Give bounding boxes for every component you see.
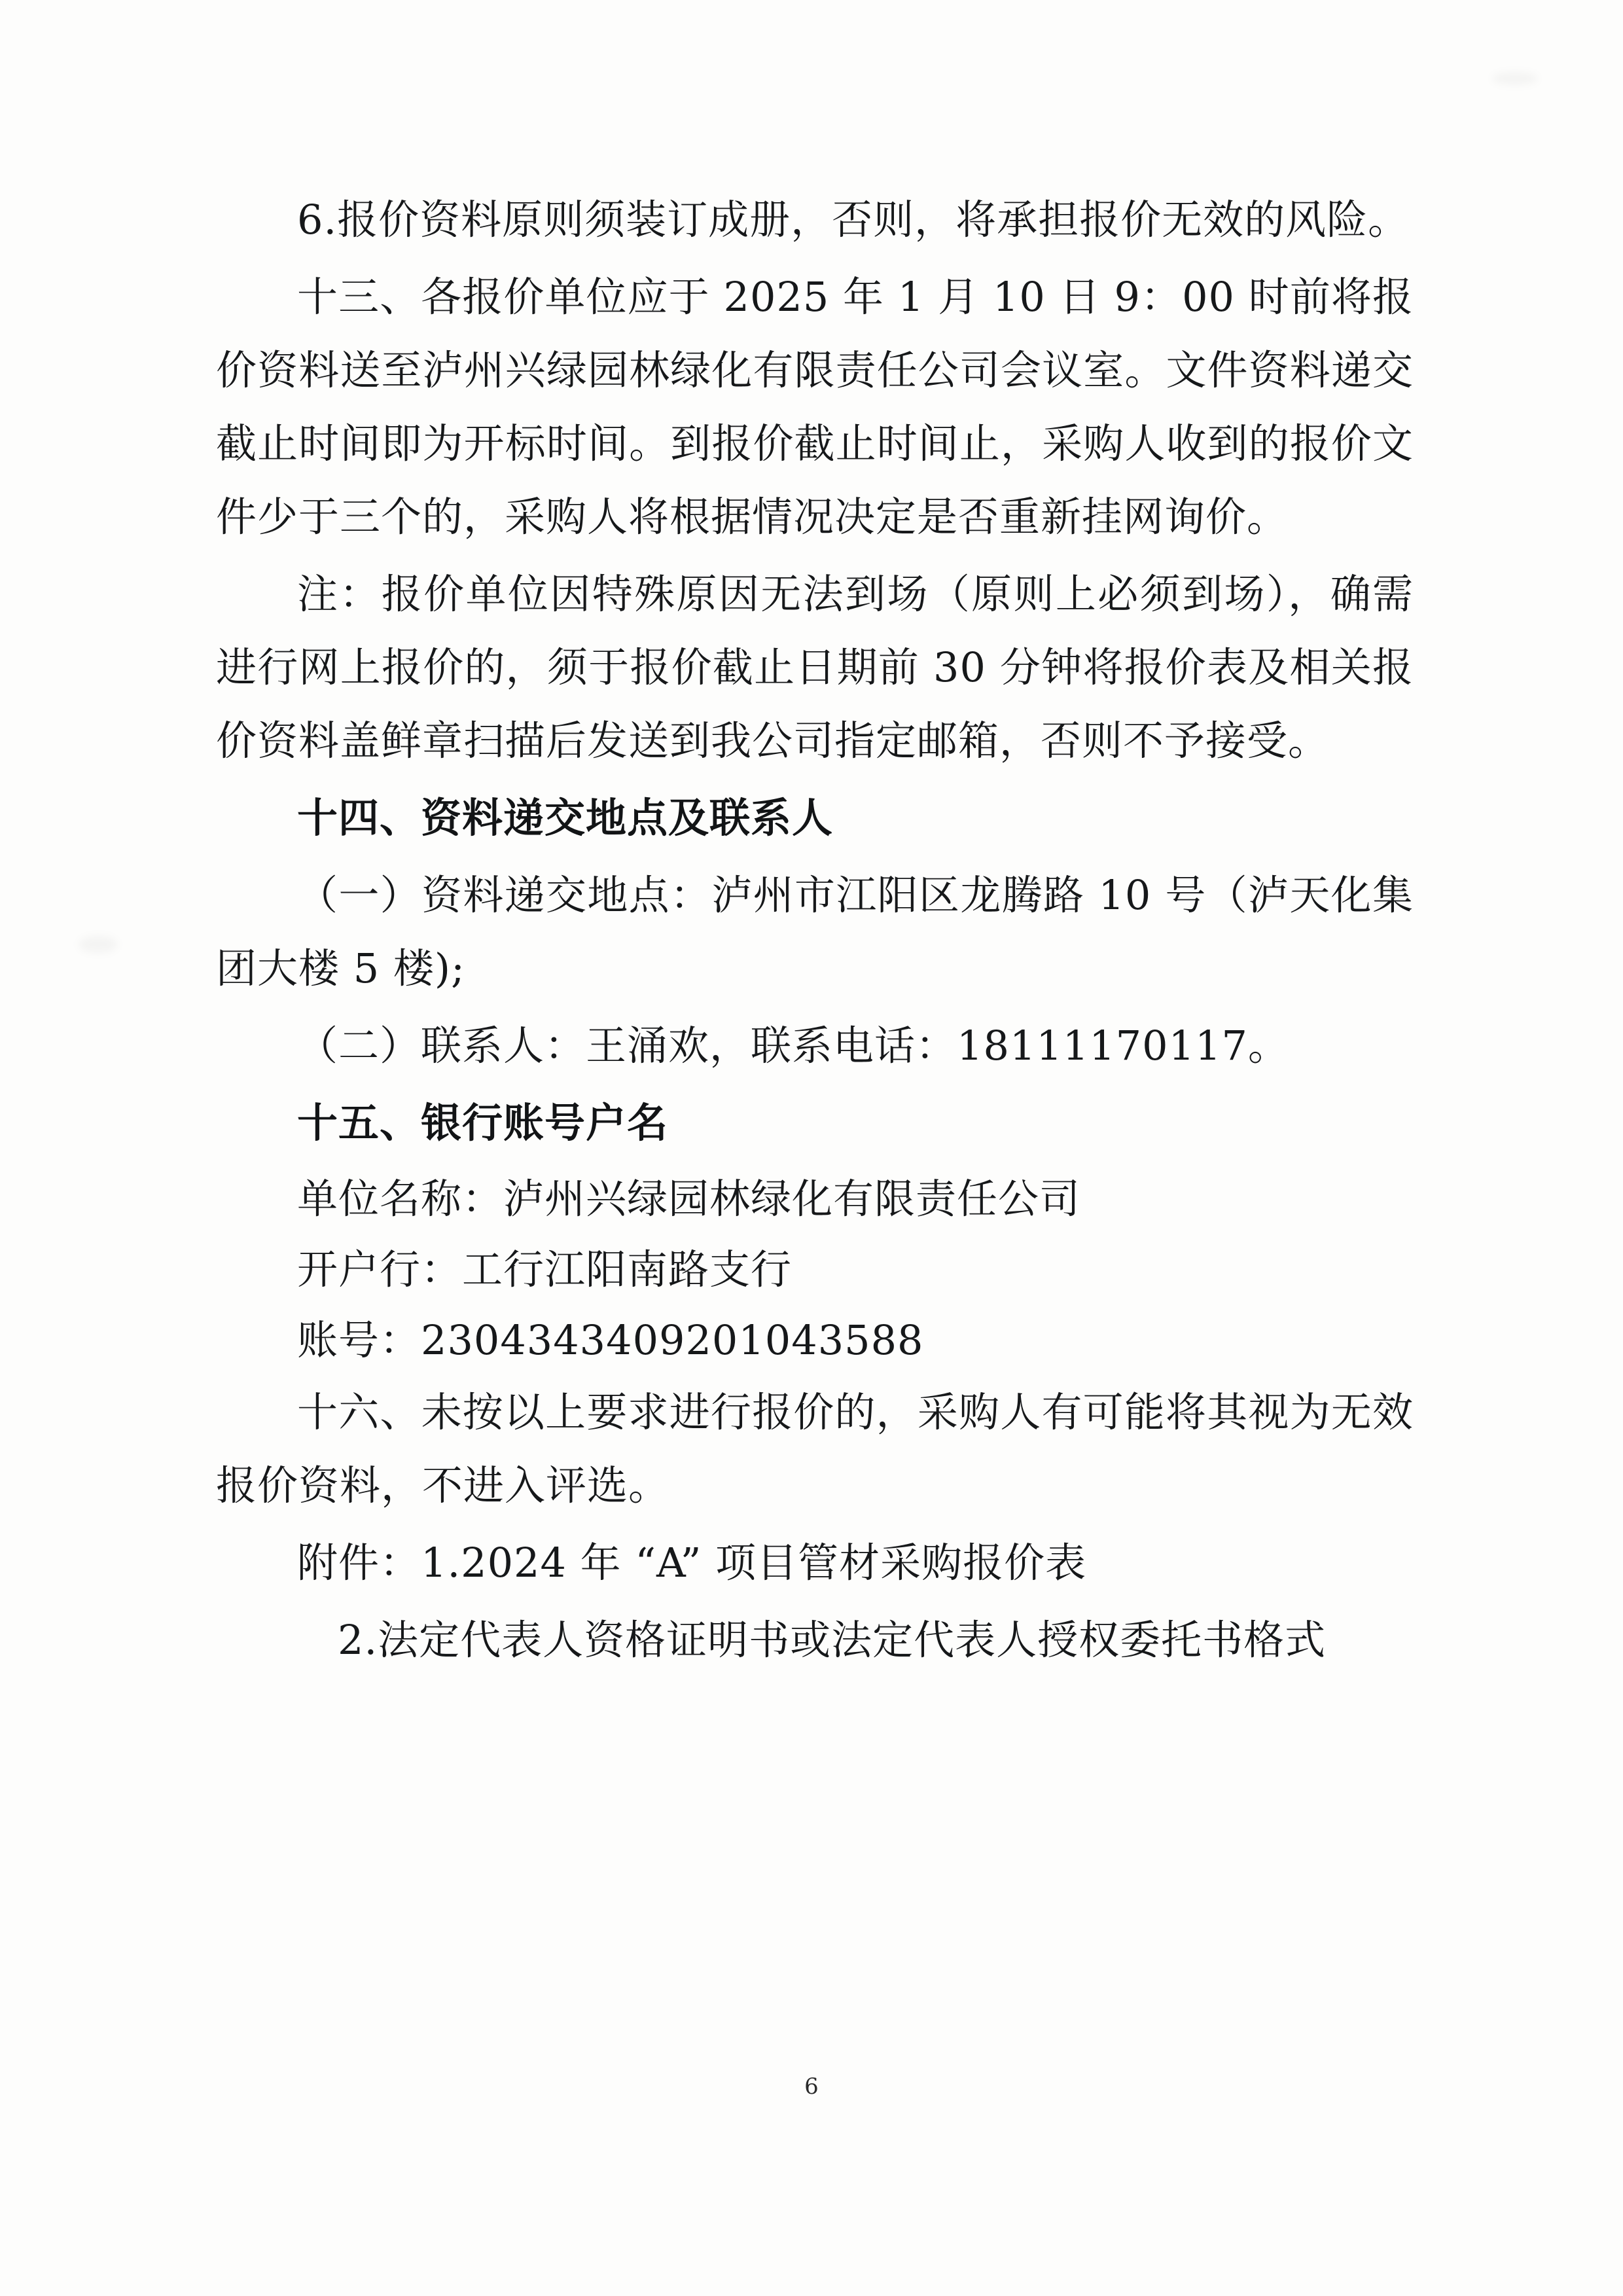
document-body	[216, 183, 1414, 1681]
attachment-item-2: 2.法定代表人资格证明书或法定代表人授权委托书格式	[338, 1616, 1327, 1664]
paragraph-item-14-1-location: （一）资料递交地点：泸州市江阳区龙腾路 10 号（泸天化集团大楼 5 楼);	[216, 871, 1414, 992]
paragraph-item-16-invalid: 十六、未按以上要求进行报价的，采购人有可能将其视为无效报价资料，不进入评选。	[216, 1388, 1414, 1509]
paragraph-item-6-binding: 6.报价资料原则须装订成册，否则，将承担报价无效的风险。	[297, 196, 1410, 243]
bank-branch: 开户行：工行江阳南路支行	[297, 1246, 793, 1293]
heading-item-14: 十四、资料递交地点及联系人	[297, 794, 834, 842]
bank-account-number: 账号：2304343409201043588	[297, 1316, 924, 1364]
paragraph-item-13-submission: 十三、各报价单位应于 2025 年 1 月 10 日 9：00 时前将报价资料送至泸州兴绿园林绿化有限责任公司会议室。文件资料递交截止时间即为开标时间。到报价截止时间止，采购人收到的报价文件少于三个的，采购人将根据情况决定是否重新挂网询价。	[216, 273, 1414, 541]
paper-smudge	[1492, 72, 1538, 85]
paper-smudge	[79, 936, 118, 953]
heading-item-15: 十五、银行账号户名	[297, 1099, 669, 1147]
attachment-item-1: 附件：1.2024 年 “A” 项目管材采购报价表	[297, 1539, 1087, 1587]
paragraph-note-online-quote: 注：报价单位因特殊原因无法到场（原则上必须到场），确需进行网上报价的，须于报价截止日期前 30 分钟将报价表及相关报价资料盖鲜章扫描后发送到我公司指定邮箱，否则不予接受。	[216, 570, 1414, 764]
bank-company-name: 单位名称：泸州兴绿园林绿化有限责任公司	[297, 1175, 1081, 1223]
page-number: 6	[804, 2073, 819, 2100]
paragraph-item-14-2-contact: （二）联系人：王涌欢，联系电话：18111170117。	[297, 1022, 1289, 1069]
